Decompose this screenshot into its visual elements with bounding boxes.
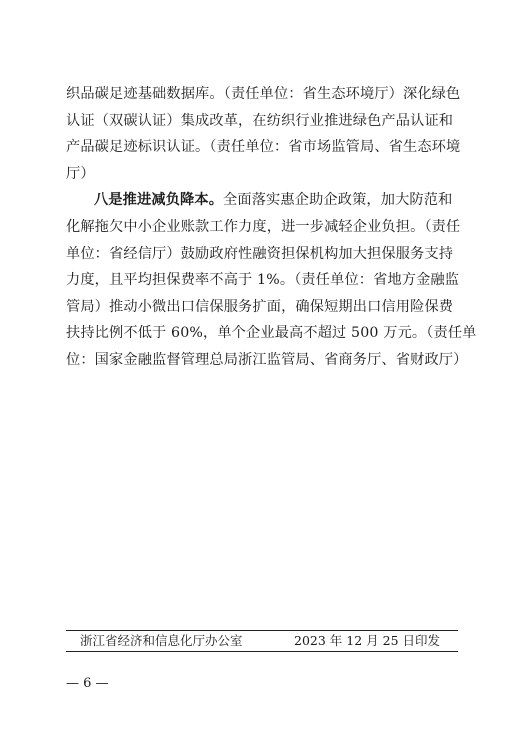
paragraph-line: 织品碳足迹基础数据库。（责任单位：省生态环境厅）深化绿色 [66, 86, 461, 102]
footer-date: 2023 年 12 月 25 日印发 [294, 633, 440, 648]
section-first-line [66, 187, 458, 214]
paragraph-line: 产品碳足迹标识认证。（责任单位：省市场监管局、省生态环境 [66, 139, 461, 156]
body-text [66, 81, 477, 374]
section-first-line-text: 全面落实惠企助企政策，加大防范和 [223, 192, 453, 209]
paragraph-line: 位：国家金融监督管理总局浙江监管局、省商务厅、省财政厅） [66, 351, 468, 368]
footer-rule-bottom [66, 651, 458, 652]
footer-issuer: 浙江省经济和信息化厅办公室 [80, 633, 243, 648]
paragraph-line: 力度，且平均担保费率不高于 1%。（责任单位：省地方金融监 [66, 272, 460, 289]
paragraph-line: 单位：省经信厅）鼓励政府性融资担保机构加大担保服务支持 [66, 245, 454, 262]
paragraph-line: 扶持比例不低于 60%，单个企业最高不超过 500 万元。（责任单 [66, 325, 477, 342]
paragraph-line: 化解拖欠中小企业账款工作力度，进一步减轻企业负担。（责任 [66, 218, 461, 235]
paragraph-line: 管局）推动小微出口信保服务扩面，确保短期出口信用险保费 [66, 298, 454, 315]
footer-rule-top [66, 630, 458, 631]
page-number: — 6 — [66, 676, 109, 691]
paragraph-line: 认证（双碳认证）集成改革，在纺织行业推进绿色产品认证和 [66, 112, 454, 129]
section-heading: 八是推进减负降本。 [94, 192, 224, 209]
paragraph-line: 厅） [66, 165, 95, 182]
